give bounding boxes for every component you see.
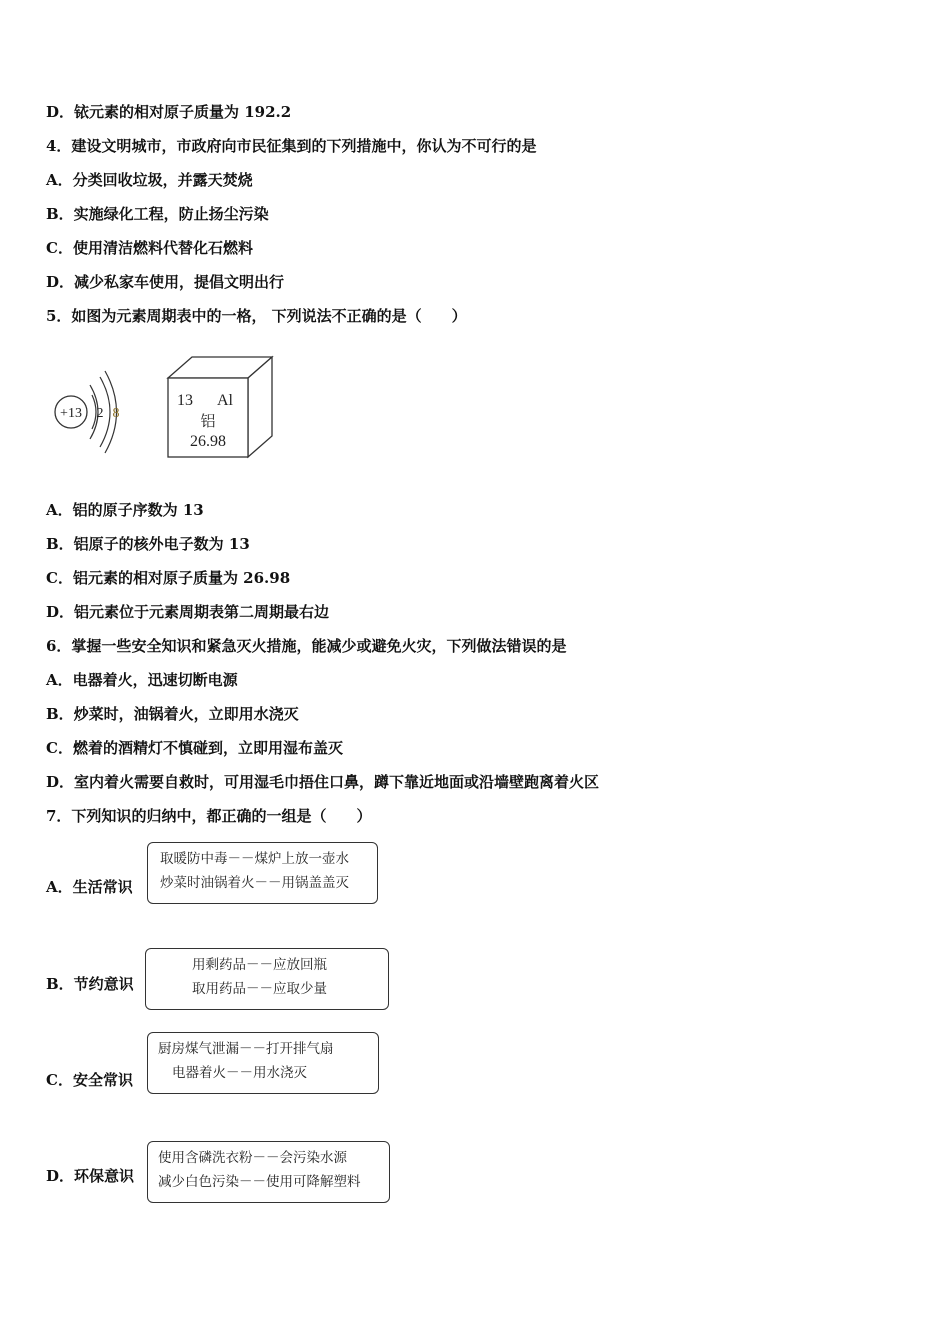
q6-stem: 6．掌握一些安全知识和紧急灭火措施，能减少或避免火灾，下列做法错误的是 bbox=[46, 637, 567, 655]
q7-option-a-box bbox=[147, 842, 378, 904]
element-name: 铝 bbox=[200, 414, 216, 430]
q7-option-b-label: B．节约意识 bbox=[46, 975, 134, 993]
q7-option-a-label: A．生活常识 bbox=[46, 878, 133, 896]
q7-option-d-line2: 减少白色污染－－使用可降解塑料 bbox=[158, 1174, 361, 1190]
q7-option-c-box bbox=[147, 1032, 379, 1094]
q6-option-c: C．燃着的酒精灯不慎碰到，立即用湿布盖灭 bbox=[46, 739, 343, 757]
element-symbol: Al bbox=[217, 392, 233, 409]
q7-option-b-line1: 用剩药品－－应放回瓶 bbox=[192, 957, 327, 973]
shell1-arc bbox=[92, 395, 96, 429]
q6-option-b: B．炒菜时，油锅着火，立即用水浇灭 bbox=[46, 705, 299, 723]
q7-option-d-box bbox=[147, 1141, 390, 1203]
q5-stem: 5．如图为元素周期表中的一格， 下列说法不正确的是（ ） bbox=[46, 307, 467, 325]
q7-option-a-line1: 取暖防中毒－－煤炉上放一壶水 bbox=[160, 851, 349, 867]
q6-option-a: A．电器着火，迅速切断电源 bbox=[46, 671, 238, 689]
nucleus-charge: +13 bbox=[60, 406, 82, 421]
q7-option-c-line2: 电器着火－－用水浇灭 bbox=[172, 1065, 307, 1081]
atomic-mass: 26.98 bbox=[190, 433, 226, 450]
q4-option-d: D．减少私家车使用，提倡文明出行 bbox=[46, 273, 285, 291]
q7-option-b-line2: 取用药品－－应取少量 bbox=[192, 981, 327, 997]
q7-option-c-label: C．安全常识 bbox=[46, 1071, 133, 1089]
q7-option-d-label: D．环保意识 bbox=[46, 1167, 135, 1185]
q5-option-b: B．铝原子的核外电子数为 13 bbox=[46, 535, 250, 553]
q4-option-c: C．使用清洁燃料代替化石燃料 bbox=[46, 239, 253, 257]
q4-option-b: B．实施绿化工程，防止扬尘污染 bbox=[46, 205, 269, 223]
q3-option-d: D．铱元素的相对原子质量为 192.2 bbox=[46, 103, 292, 121]
q7-option-d-line1: 使用含磷洗衣粉－－会污染水源 bbox=[158, 1150, 347, 1166]
q4-stem: 4．建设文明城市，市政府向市民征集到的下列措施中，你认为不可行的是 bbox=[46, 137, 537, 155]
shell2-electrons: 8 bbox=[112, 406, 120, 421]
periodic-table-cell bbox=[165, 354, 277, 462]
q7-stem: 7．下列知识的归纳中，都正确的一组是（ ） bbox=[46, 807, 372, 825]
q5-option-d: D．铝元素位于元素周期表第二周期最右边 bbox=[46, 603, 330, 621]
atom-structure-diagram bbox=[50, 365, 130, 460]
q4-option-a: A．分类回收垃圾，并露天焚烧 bbox=[46, 171, 253, 189]
q7-option-a-line2: 炒菜时油锅着火－－用锅盖盖灭 bbox=[160, 875, 349, 891]
shell1-electrons: 2 bbox=[96, 406, 104, 421]
atomic-number: 13 bbox=[177, 392, 193, 409]
q6-option-d: D．室内着火需要自救时，可用湿毛巾捂住口鼻，蹲下靠近地面或沿墙壁跑离着火区 bbox=[46, 773, 600, 791]
q5-option-c: C．铝元素的相对原子质量为 26.98 bbox=[46, 569, 291, 587]
q7-option-c-line1: 厨房煤气泄漏－－打开排气扇 bbox=[158, 1041, 334, 1057]
q7-option-b-box bbox=[145, 948, 389, 1010]
q5-option-a: A．铝的原子序数为 13 bbox=[46, 501, 204, 519]
